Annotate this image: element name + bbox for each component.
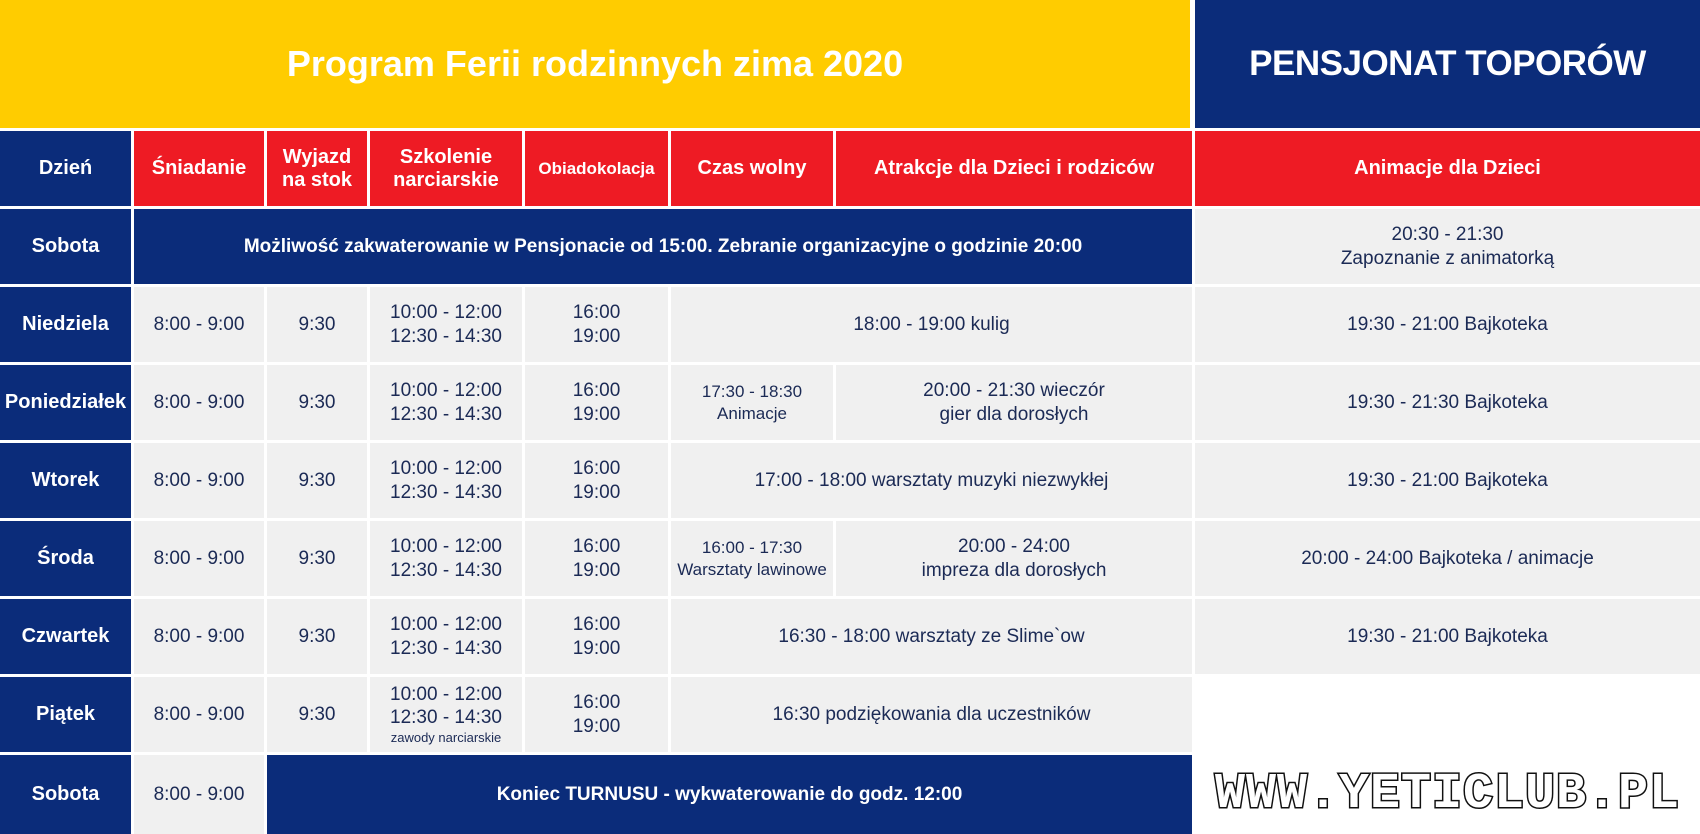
departure-cell bbox=[267, 443, 367, 518]
breakfast-time: 8:00 - 9:00 bbox=[153, 547, 245, 569]
dinner-time-2: 19:00 bbox=[572, 559, 621, 581]
kids-animation-cell bbox=[1195, 443, 1700, 518]
departure-cell bbox=[267, 365, 367, 440]
header-training-line1: Szkolenie bbox=[399, 145, 493, 168]
day-cell bbox=[0, 677, 131, 752]
departure-cell bbox=[267, 287, 367, 362]
breakfast-cell bbox=[134, 599, 264, 674]
day-label: Niedziela bbox=[22, 313, 109, 335]
day-cell bbox=[0, 209, 131, 284]
dinner-time-1: 16:00 bbox=[572, 301, 621, 323]
arrival-info bbox=[134, 209, 1192, 284]
day-cell bbox=[0, 599, 131, 674]
dinner-time-2: 19:00 bbox=[572, 481, 621, 503]
header-departure-line2: na stok bbox=[281, 168, 353, 191]
attraction-line-1: 20:00 - 21:30 wieczór bbox=[923, 379, 1105, 401]
breakfast-cell bbox=[134, 521, 264, 596]
training-time-1: 10:00 - 12:00 bbox=[390, 301, 502, 323]
kids-animation-cell bbox=[1195, 521, 1700, 596]
departure-time: 9:30 bbox=[298, 547, 336, 569]
website-logo-text: WWW.YETICLUB.PL bbox=[1214, 766, 1681, 823]
header-day bbox=[0, 131, 131, 206]
activity-text: 17:00 - 18:00 warsztaty muzyki niezwykłej bbox=[754, 469, 1109, 491]
training-cell bbox=[370, 287, 522, 362]
header-free-time bbox=[671, 131, 833, 206]
dinner-cell bbox=[525, 599, 668, 674]
attraction-line-2: impreza dla dorosłych bbox=[921, 559, 1107, 581]
free-time-time: 17:30 - 18:30 bbox=[701, 382, 803, 402]
activity-cell bbox=[671, 599, 1192, 674]
breakfast-time: 8:00 - 9:00 bbox=[153, 783, 245, 805]
training-note: zawody narciarskie bbox=[390, 729, 502, 745]
activity-text: 16:30 - 18:00 warsztaty ze Slime`ow bbox=[778, 625, 1085, 647]
page-title: Program Ferii rodzinnych zima 2020 bbox=[286, 43, 904, 84]
header-attractions-label: Atrakcje dla Dzieci i rodziców bbox=[873, 157, 1155, 179]
kids-activity: 19:30 - 21:00 Bajkoteka bbox=[1347, 313, 1548, 335]
day-label: Sobota bbox=[31, 235, 100, 257]
day-cell bbox=[0, 755, 131, 834]
training-time-2: 12:30 - 14:30 bbox=[390, 481, 502, 503]
header-training-line2: narciarskie bbox=[393, 168, 499, 191]
training-cell bbox=[370, 599, 522, 674]
kids-activity: Zapoznanie z animatorką bbox=[1340, 247, 1555, 269]
kids-activity: 19:30 - 21:30 Bajkoteka bbox=[1347, 391, 1548, 413]
training-time-2: 12:30 - 14:30 bbox=[390, 325, 502, 347]
dinner-cell bbox=[525, 287, 668, 362]
breakfast-time: 8:00 - 9:00 bbox=[153, 469, 245, 491]
header-day-label: Dzień bbox=[38, 157, 93, 179]
activity-cell bbox=[671, 287, 1192, 362]
brand-banner bbox=[1195, 0, 1700, 128]
day-cell bbox=[0, 443, 131, 518]
dinner-time-1: 16:00 bbox=[572, 691, 621, 713]
kids-time: 20:30 - 21:30 bbox=[1391, 223, 1504, 245]
dinner-cell bbox=[525, 365, 668, 440]
departure-time: 9:30 bbox=[298, 703, 336, 725]
kids-animation-cell bbox=[1195, 209, 1700, 284]
free-time-activity: Warsztaty lawinowe bbox=[677, 559, 827, 579]
training-cell bbox=[370, 521, 522, 596]
training-time-1: 10:00 - 12:00 bbox=[390, 613, 502, 635]
dinner-time-2: 19:00 bbox=[572, 715, 621, 737]
training-time-2: 12:30 - 14:30 bbox=[390, 637, 502, 659]
dinner-cell bbox=[525, 677, 668, 752]
header-departure-line1: Wyjazd bbox=[282, 145, 352, 168]
kids-animation-cell bbox=[1195, 599, 1700, 674]
title-banner bbox=[0, 0, 1190, 128]
training-time-2: 12:30 - 14:30 bbox=[390, 706, 502, 728]
training-time-1: 10:00 - 12:00 bbox=[390, 379, 502, 401]
day-label: Poniedziałek bbox=[4, 391, 127, 413]
header-dinner bbox=[525, 131, 668, 206]
breakfast-cell bbox=[134, 443, 264, 518]
checkout-text: Koniec TURNUSU - wykwaterowanie do godz. 12:00 bbox=[496, 783, 963, 805]
kids-animation-cell bbox=[1195, 365, 1700, 440]
breakfast-cell bbox=[134, 755, 264, 834]
activity-cell bbox=[671, 677, 1192, 752]
activity-cell bbox=[671, 443, 1192, 518]
training-time-1: 10:00 - 12:00 bbox=[390, 683, 502, 705]
breakfast-time: 8:00 - 9:00 bbox=[153, 625, 245, 647]
free-time-activity: Animacje bbox=[717, 403, 787, 423]
breakfast-time: 8:00 - 9:00 bbox=[153, 391, 245, 413]
training-cell bbox=[370, 443, 522, 518]
attraction-cell bbox=[836, 521, 1192, 596]
breakfast-cell bbox=[134, 677, 264, 752]
header-breakfast-label: Śniadanie bbox=[151, 157, 247, 179]
free-time-time: 16:00 - 17:30 bbox=[701, 538, 803, 558]
training-time-2: 12:30 - 14:30 bbox=[390, 403, 502, 425]
attraction-line-1: 20:00 - 24:00 bbox=[958, 535, 1070, 557]
header-animations-label: Animacje dla Dzieci bbox=[1354, 157, 1541, 179]
dinner-time-1: 16:00 bbox=[572, 457, 621, 479]
training-time-1: 10:00 - 12:00 bbox=[390, 535, 502, 557]
kids-animation-cell bbox=[1195, 287, 1700, 362]
departure-time: 9:30 bbox=[298, 391, 336, 413]
website-logo bbox=[1195, 755, 1700, 834]
dinner-time-1: 16:00 bbox=[572, 535, 621, 557]
dinner-time-1: 16:00 bbox=[572, 379, 621, 401]
day-cell bbox=[0, 287, 131, 362]
header-attractions bbox=[836, 131, 1192, 206]
dinner-time-2: 19:00 bbox=[572, 403, 621, 425]
dinner-cell bbox=[525, 521, 668, 596]
header-dinner-label: Obiadokolacja bbox=[538, 158, 655, 178]
day-label: Piątek bbox=[36, 703, 95, 725]
header-breakfast bbox=[134, 131, 264, 206]
activity-text: 18:00 - 19:00 kulig bbox=[853, 313, 1010, 335]
dinner-time-2: 19:00 bbox=[572, 325, 621, 347]
header-free-time-label: Czas wolny bbox=[697, 157, 807, 179]
free-time-cell bbox=[671, 365, 833, 440]
attraction-line-2: gier dla dorosłych bbox=[939, 403, 1089, 425]
breakfast-cell bbox=[134, 287, 264, 362]
attraction-cell bbox=[836, 365, 1192, 440]
header-training bbox=[370, 131, 522, 206]
day-label: Wtorek bbox=[31, 469, 100, 491]
training-cell bbox=[370, 365, 522, 440]
arrival-text: Możliwość zakwaterowanie w Pensjonacie od 15:00. Zebranie organizacyjne o godzinie 20:00 bbox=[243, 235, 1083, 257]
day-label: Środa bbox=[37, 547, 94, 569]
day-cell bbox=[0, 365, 131, 440]
breakfast-time: 8:00 - 9:00 bbox=[153, 703, 245, 725]
departure-cell bbox=[267, 599, 367, 674]
breakfast-time: 8:00 - 9:00 bbox=[153, 313, 245, 335]
day-label: Czwartek bbox=[21, 625, 110, 647]
kids-activity: 20:00 - 24:00 Bajkoteka / animacje bbox=[1301, 547, 1594, 569]
header-departure bbox=[267, 131, 367, 206]
dinner-time-1: 16:00 bbox=[572, 613, 621, 635]
kids-activity: 19:30 - 21:00 Bajkoteka bbox=[1347, 625, 1548, 647]
header-animations bbox=[1195, 131, 1700, 206]
dinner-cell bbox=[525, 443, 668, 518]
checkout-info bbox=[267, 755, 1192, 834]
departure-time: 9:30 bbox=[298, 313, 336, 335]
brand-name: PENSJONAT TOPORÓW bbox=[1249, 44, 1646, 83]
training-time-2: 12:30 - 14:30 bbox=[390, 559, 502, 581]
departure-time: 9:30 bbox=[298, 469, 336, 491]
departure-time: 9:30 bbox=[298, 625, 336, 647]
day-label: Sobota bbox=[31, 783, 100, 805]
departure-cell bbox=[267, 677, 367, 752]
departure-cell bbox=[267, 521, 367, 596]
dinner-time-2: 19:00 bbox=[572, 637, 621, 659]
breakfast-cell bbox=[134, 365, 264, 440]
activity-text: 16:30 podziękowania dla uczestników bbox=[772, 703, 1091, 725]
day-cell bbox=[0, 521, 131, 596]
training-time-1: 10:00 - 12:00 bbox=[390, 457, 502, 479]
free-time-cell bbox=[671, 521, 833, 596]
kids-activity: 19:30 - 21:00 Bajkoteka bbox=[1347, 469, 1548, 491]
training-cell bbox=[370, 677, 522, 752]
